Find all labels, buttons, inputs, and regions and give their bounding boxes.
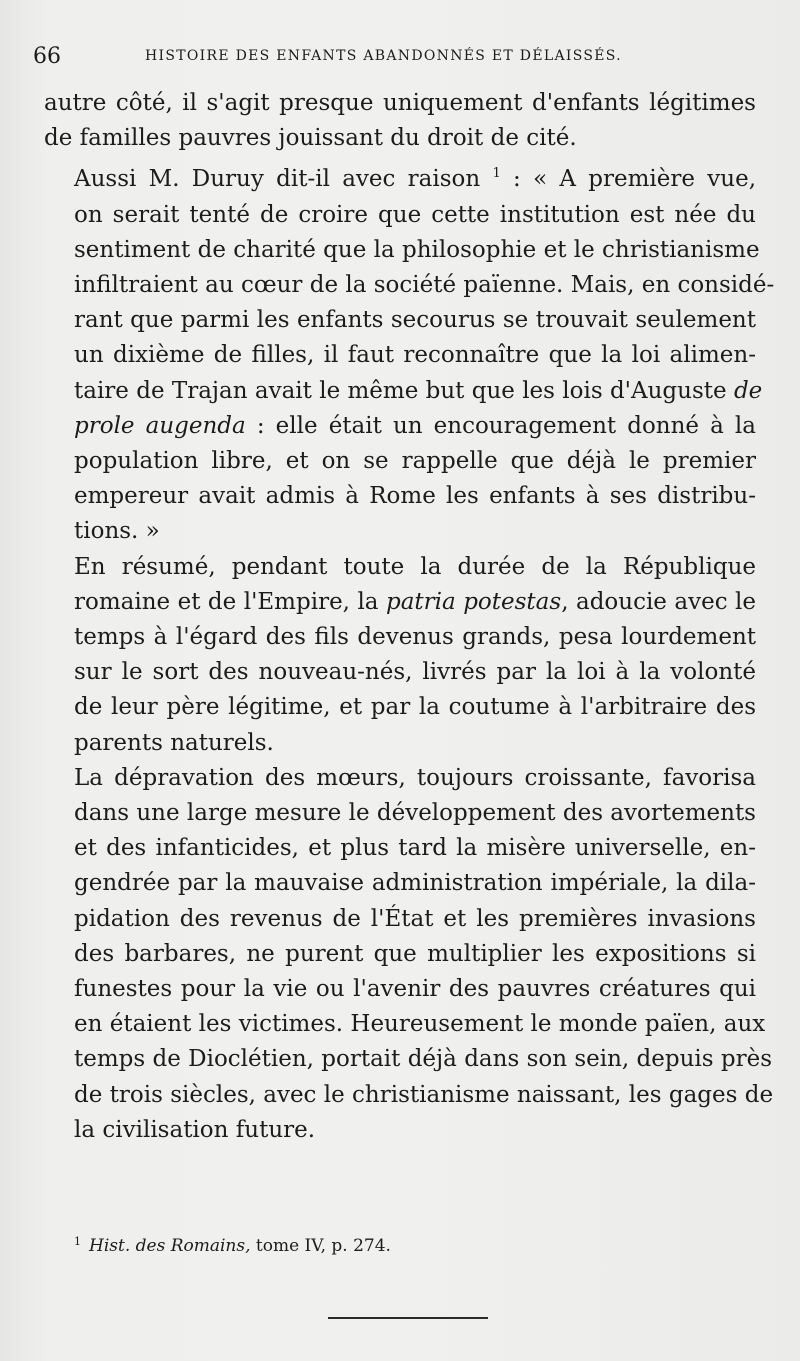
italic-text: patria potestas xyxy=(386,588,562,615)
text-line: funestes pour la vie ou l'avenir des pauvres créatures qui xyxy=(74,976,756,1003)
text-line: de leur père légitime, et par la coutume à l'arbitraire des xyxy=(74,694,756,721)
text-line: des barbares, ne purent que multiplier les expositions si xyxy=(74,940,756,967)
text-line: parents naturels. xyxy=(74,729,274,756)
text-line: empereur avait admis à Rome les enfants à ses distribu- xyxy=(74,483,756,510)
text-line: sur le sort des nouveau-nés, livrés par la loi à la volonté xyxy=(74,659,756,686)
paragraph-1 xyxy=(44,86,756,156)
text-line: dans une large mesure le développement des avortements xyxy=(74,800,756,827)
text-line: rant que parmi les enfants secourus se trouvait seulement xyxy=(74,307,756,334)
text-line: En résumé, pendant toute la durée de la République xyxy=(74,553,756,580)
text-line: la civilisation future. xyxy=(74,1116,316,1143)
text-line: en étaient les victimes. Heureusement le monde païen, aux xyxy=(74,1011,766,1038)
text-line: de trois siècles, avec le christianisme naissant, les gages de xyxy=(74,1081,774,1108)
footnote-mark: 1 xyxy=(74,1235,81,1248)
paragraph-4 xyxy=(44,761,774,1148)
text-line: autre côté, il s'agit presque uniquement d'enfants légitimes xyxy=(44,90,756,116)
footer-rule xyxy=(328,1317,488,1319)
text-line: population libre, et on se rappelle que déjà le premier xyxy=(74,448,756,475)
footnote-ref: 1 xyxy=(492,166,501,182)
paragraph-2 xyxy=(44,156,775,549)
text-line: sentiment de charité que la philosophie et le christianisme xyxy=(74,236,760,263)
running-head: HISTOIRE DES ENFANTS ABANDONNÉS ET DÉLAISSÉS. xyxy=(145,48,622,64)
footnote-text: tome IV, p. 274. xyxy=(255,1236,391,1256)
text-line: temps à l'égard des fils devenus grands, pesa lourdement xyxy=(74,624,756,651)
text-line: prole augenda : elle était un encouragement donné à la xyxy=(74,412,756,439)
text-line: et des infanticides, et plus tard la misère universelle, en- xyxy=(74,835,756,862)
italic-text: prole augenda xyxy=(74,412,246,439)
text-line: infiltraient au cœur de la société païenne. Mais, en considé- xyxy=(74,272,775,299)
page-number: 66 xyxy=(33,44,61,69)
text-line: La dépravation des mœurs, toujours croissante, favorisa xyxy=(74,764,756,791)
text-line: on serait tenté de croire que cette institution est née du xyxy=(74,201,756,228)
text-line: Aussi M. Duruy dit-il avec raison $^1$ : « A première vue, xyxy=(74,166,757,193)
text-line: taire de Trajan avait le même but que les lois d'Auguste de xyxy=(74,377,763,404)
footnote xyxy=(74,1235,391,1256)
text-line: de familles pauvres jouissant du droit de cité. xyxy=(44,125,577,152)
text-line: temps de Dioclétien, portait déjà dans son sein, depuis près xyxy=(74,1046,773,1073)
text-line: romaine et de l'Empire, la patria potestas, adoucie avec le xyxy=(74,588,757,615)
paragraph-3 xyxy=(44,550,756,761)
text-line: pidation des revenus de l'État et les premières invasions xyxy=(74,905,756,932)
italic-text: de xyxy=(733,377,763,404)
text-line: gendrée par la mauvaise administration impériale, la dila- xyxy=(74,870,756,897)
body-text xyxy=(44,86,775,1148)
text-line: tions. » xyxy=(74,518,160,545)
footnote-italic: Hist. des Romains, xyxy=(89,1236,251,1256)
text-line: un dixième de filles, il faut reconnaître que la loi alimen- xyxy=(74,342,756,369)
